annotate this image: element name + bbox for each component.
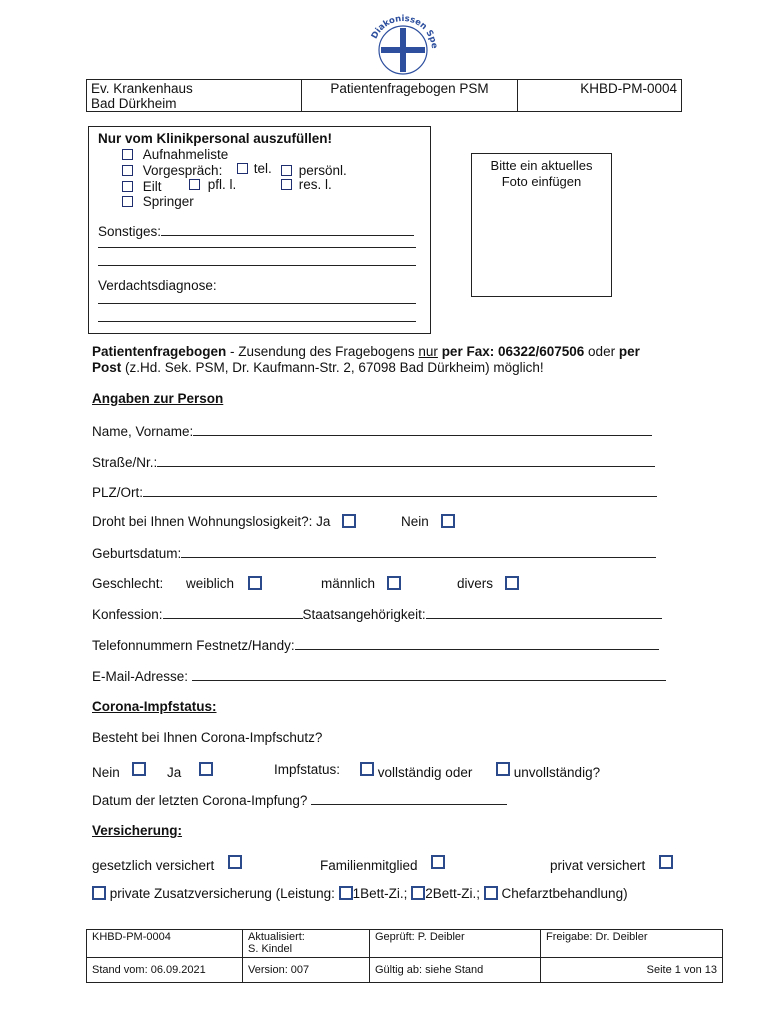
wohnungslos-ja-checkbox[interactable] xyxy=(342,514,356,528)
vollstaendig-label: vollständig oder xyxy=(377,765,473,780)
pfl-checkbox[interactable] xyxy=(189,179,200,190)
photo-line1: Bitte ein aktuelles xyxy=(490,158,593,173)
verdachtsdiagnose-line-1[interactable] xyxy=(98,303,416,304)
header-table xyxy=(86,79,682,112)
bett1-checkbox[interactable] xyxy=(339,886,353,900)
vollstaendig-checkbox[interactable] xyxy=(360,762,374,776)
bett2-checkbox[interactable] xyxy=(411,886,425,900)
intro-line-1 xyxy=(92,344,640,359)
unvollstaendig-label: unvollständig? xyxy=(513,765,601,780)
privat-label: privat versichert xyxy=(550,858,646,873)
geburtsdatum-label: Geburtsdatum: xyxy=(92,546,182,561)
sonstiges-label: Sonstiges: xyxy=(98,224,162,239)
pfl-label: pfl. l. xyxy=(207,177,237,192)
divers-checkbox[interactable] xyxy=(505,576,519,590)
geschlecht-label: Geschlecht: xyxy=(92,576,164,591)
svg-text:Diakonissen Speyer xyxy=(360,14,439,50)
name-label: Name, Vorname: xyxy=(92,424,194,439)
tel-label: tel. xyxy=(253,161,272,176)
intro-text-c: oder xyxy=(584,344,619,359)
aufnahmeliste-checkbox[interactable] xyxy=(122,149,133,160)
photo-placeholder-box[interactable] xyxy=(471,153,612,297)
persoenl-checkbox[interactable] xyxy=(281,165,292,176)
springer-checkbox[interactable] xyxy=(122,196,133,207)
footer-stand: Stand vom: 06.09.2021 xyxy=(87,958,243,984)
zusatz-label: private Zusatzversicherung (Leistung: xyxy=(109,886,335,901)
strasse-field[interactable] xyxy=(157,454,655,467)
wohnungslos-nein-checkbox[interactable] xyxy=(441,514,455,528)
email-field[interactable] xyxy=(192,668,666,681)
maennlich-label: männlich xyxy=(321,576,376,591)
footer-aktualisiert-name: S. Kindel xyxy=(248,943,293,955)
gesetzlich-checkbox[interactable] xyxy=(228,855,242,869)
aufnahmeliste-label: Aufnahmeliste xyxy=(142,147,229,162)
logo-text: Diakonissen Spe xyxy=(369,14,440,50)
institution-line1: Ev. Krankenhaus xyxy=(91,81,193,96)
staff-only-box xyxy=(88,126,431,334)
corona-nein-label: Nein xyxy=(92,765,120,780)
weiblich-checkbox[interactable] xyxy=(248,576,262,590)
footer-seite: Seite 1 von 13 xyxy=(646,963,717,976)
name-field[interactable] xyxy=(193,423,652,436)
chefarzt-checkbox[interactable] xyxy=(484,886,498,900)
persoenl-label: persönl. xyxy=(298,163,347,178)
res-label: res. l. xyxy=(298,177,332,192)
footer-freigabe: Freigabe: Dr. Deibler xyxy=(546,931,648,943)
geburtsdatum-field[interactable] xyxy=(181,545,656,558)
email-label: E-Mail-Adresse: xyxy=(92,669,189,684)
sonstiges-line-3[interactable] xyxy=(98,265,416,266)
familie-label: Familienmitglied xyxy=(320,858,418,873)
vorgespraech-label: Vorgespräch: xyxy=(142,163,223,178)
konfession-field[interactable] xyxy=(163,606,303,619)
intro-text-a: - Zusendung des Fragebogens xyxy=(226,344,419,359)
staatsang-field[interactable] xyxy=(426,606,662,619)
footer-table xyxy=(86,929,723,983)
intro-line-2 xyxy=(92,360,544,375)
institution-line2: Bad Dürkheim xyxy=(91,96,177,111)
konfession-label: Konfession: xyxy=(92,607,163,622)
familie-checkbox[interactable] xyxy=(431,855,445,869)
privat-checkbox[interactable] xyxy=(659,855,673,869)
intro-post: Post xyxy=(92,360,122,375)
springer-label: Springer xyxy=(142,194,194,209)
bett1-label: 1Bett-Zi.; xyxy=(352,886,408,901)
unvollstaendig-checkbox[interactable] xyxy=(496,762,510,776)
telefon-field[interactable] xyxy=(295,637,659,650)
sonstiges-line-2[interactable] xyxy=(98,247,416,248)
divers-label: divers xyxy=(457,576,494,591)
impfdatum-label: Datum der letzten Corona-Impfung? xyxy=(92,793,308,808)
bett2-label: 2Bett-Zi.; xyxy=(425,886,480,901)
intro-title: Patientenfragebogen xyxy=(92,344,227,359)
intro-per: per xyxy=(618,344,640,359)
impfdatum-field[interactable] xyxy=(311,792,507,805)
footer-aktualisiert xyxy=(243,930,370,957)
wohnungslos-label: Droht bei Ihnen Wohnungslosigkeit?: Ja xyxy=(92,514,331,529)
corona-nein-checkbox[interactable] xyxy=(132,762,146,776)
res-checkbox[interactable] xyxy=(281,179,292,190)
tel-checkbox[interactable] xyxy=(237,163,248,174)
wohnungslos-nein-label: Nein xyxy=(401,514,429,529)
telefon-label: Telefonnummern Festnetz/Handy: xyxy=(92,638,295,653)
corona-question: Besteht bei Ihnen Corona-Impfschutz? xyxy=(92,730,323,745)
zusatz-checkbox[interactable] xyxy=(92,886,106,900)
corona-ja-label: Ja xyxy=(167,765,182,780)
chefarzt-label: Chefarztbehandlung) xyxy=(501,886,628,901)
impfstatus-label: Impfstatus: xyxy=(274,762,341,777)
footer-geprueft: Geprüft: P. Deibler xyxy=(370,930,541,957)
footer-code: KHBD-PM-0004 xyxy=(87,930,243,957)
vorgespraech-checkbox[interactable] xyxy=(122,165,133,176)
photo-line2: Foto einfügen xyxy=(501,174,582,189)
header-doc-code: KHBD-PM-0004 xyxy=(580,81,677,96)
eilt-checkbox[interactable] xyxy=(122,181,133,192)
intro-nur: nur xyxy=(418,344,438,359)
corona-ja-checkbox[interactable] xyxy=(199,762,213,776)
hospital-logo xyxy=(360,14,446,80)
verdachtsdiagnose-label: Verdachtsdiagnose: xyxy=(98,278,217,293)
footer-gueltig: Gültig ab: siehe Stand xyxy=(370,958,541,984)
eilt-label: Eilt xyxy=(142,179,162,194)
maennlich-checkbox[interactable] xyxy=(387,576,401,590)
weiblich-label: weiblich xyxy=(186,576,235,591)
staff-box-title: Nur vom Klinikpersonal auszufüllen! xyxy=(98,131,333,146)
plz-label: PLZ/Ort: xyxy=(92,485,144,500)
person-heading: Angaben zur Person xyxy=(92,391,224,406)
gesetzlich-label: gesetzlich versichert xyxy=(92,858,215,873)
header-form-title: Patientenfragebogen PSM xyxy=(302,80,518,111)
header-institution xyxy=(87,80,302,111)
footer-aktualisiert-label: Aktualisiert: xyxy=(248,931,305,943)
versicherung-heading: Versicherung: xyxy=(92,823,183,838)
footer-version: Version: 007 xyxy=(243,958,370,984)
sonstiges-field[interactable] xyxy=(161,224,414,236)
staatsang-label: Staatsangehörigkeit: xyxy=(302,607,426,622)
intro-fax: per Fax: 06322/607506 xyxy=(441,344,585,359)
plz-field[interactable] xyxy=(143,484,657,497)
verdachtsdiagnose-line-2[interactable] xyxy=(98,321,416,322)
strasse-label: Straße/Nr.: xyxy=(92,455,158,470)
corona-heading: Corona-Impfstatus: xyxy=(92,699,217,714)
intro-address: (z.Hd. Sek. PSM, Dr. Kaufmann-Str. 2, 67098 Bad Dürkheim) möglich! xyxy=(121,360,544,375)
